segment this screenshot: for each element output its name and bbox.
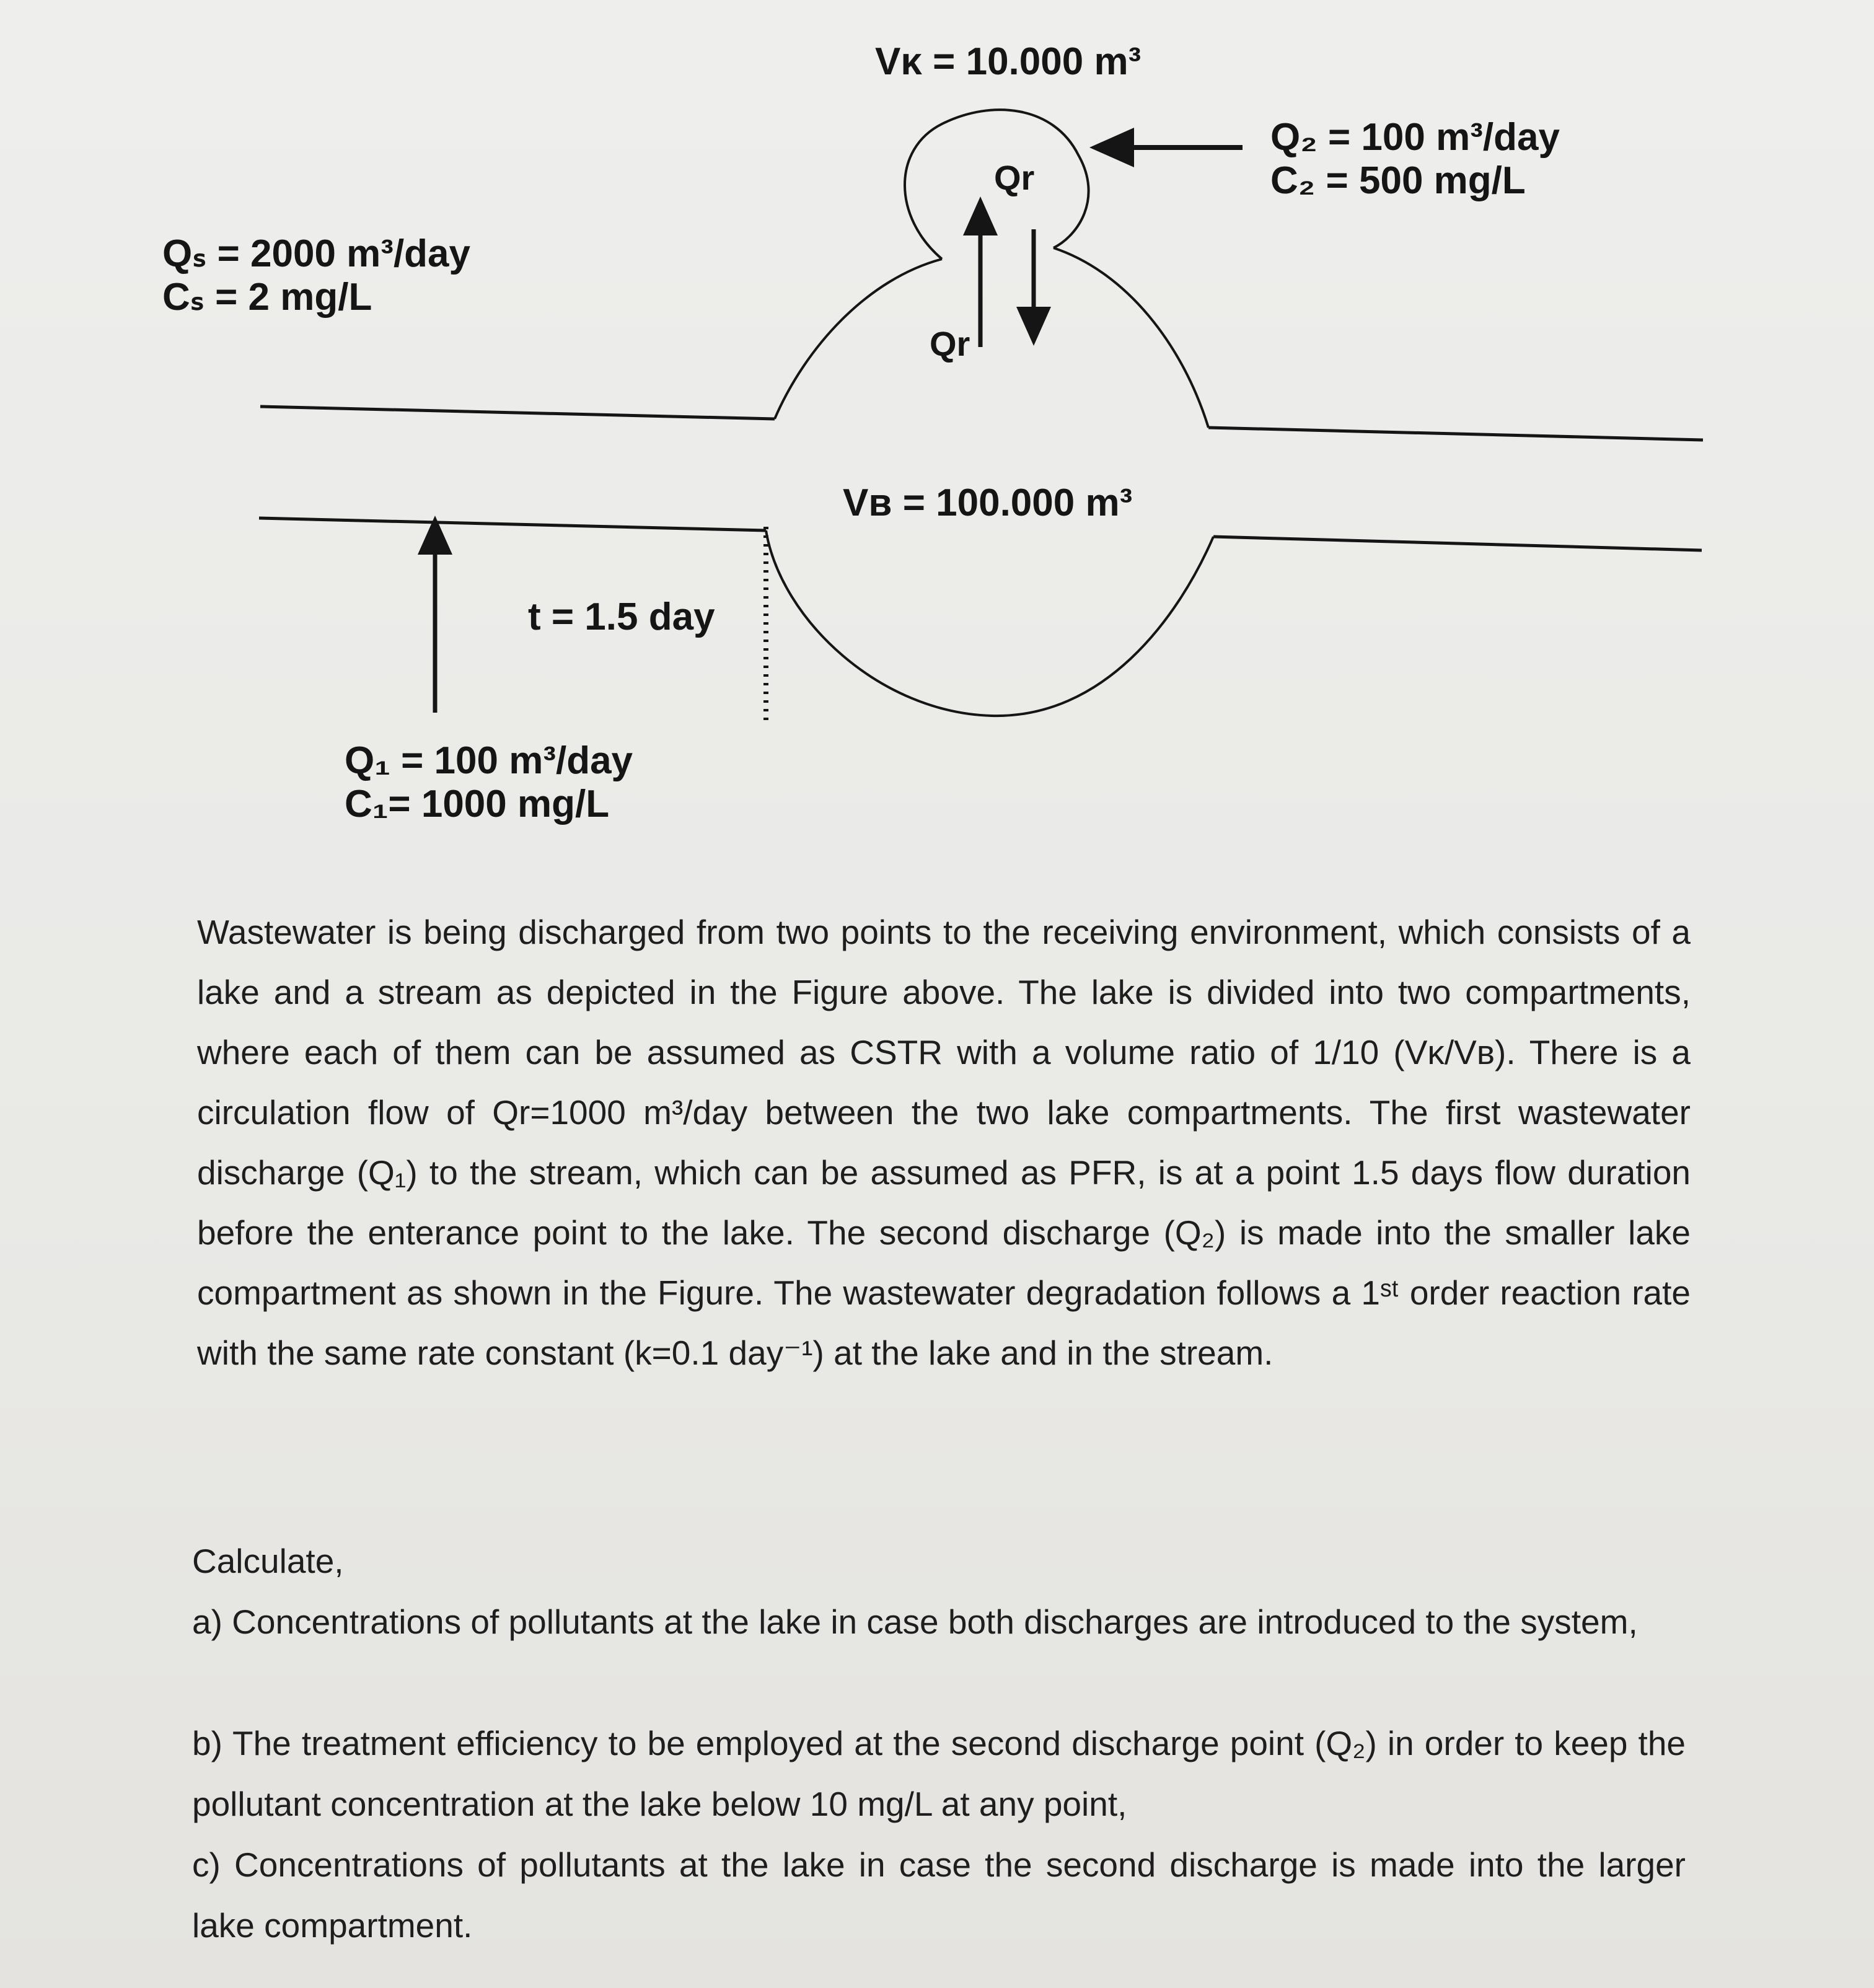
stream-lower-bank-left [259, 518, 766, 530]
q2-flow-label: Q₂ = 100 m³/day [1270, 116, 1560, 159]
task-a: a) Concentrations of pollutants at the lake in case both discharges are introduced to the system, [192, 1603, 1638, 1641]
task-b: b) The treatment efficiency to be employed at the second discharge point (Q₂) in order to keep the pollutant concentration at the lake below 10 mg/L at any point, [192, 1724, 1686, 1823]
qr-upper-label: Qr [994, 158, 1035, 197]
c2-concentration-label: C₂ = 500 mg/L [1270, 159, 1526, 202]
stream-upper-bank-right [1208, 428, 1703, 440]
travel-time-label: t = 1.5 day [528, 596, 715, 638]
large-compartment-lower-outline [766, 530, 1213, 716]
qr-lower-label: Qr [930, 324, 970, 363]
stream-upper-bank-left [260, 407, 775, 419]
vk-volume-label: Vᴋ = 10.000 m³ [875, 40, 1142, 83]
stream-lower-bank-right [1213, 537, 1702, 550]
large-compartment-upper-outline-right [1054, 248, 1208, 428]
q1-flow-label: Q₁ = 100 m³/day [345, 739, 633, 782]
problem-description: Wastewater is being discharged from two points to the receiving environment, which consists of a lake and a stream as depicted in the Figure above. The lake is divided into two compartments, where each of them can be assumed as CSTR with a volume ratio of 1/10 (Vᴋ/Vʙ). There is a circulation flow of Qr=1000 m³/day between the two lake compartments. The first wastewater discharge (Q₁) to the stream, which can be assumed as PFR, is at a point 1.5 days flow duration before the enterance point to the lake. The second discharge (Q₂) is made into the smaller lake compartment as shown in the Figure. The wastewater degradation follows a 1ˢᵗ order reaction rate with the same rate constant (k=0.1 day⁻¹) at the lake and in the stream. [197, 913, 1691, 1372]
calculate-heading: Calculate, [192, 1542, 344, 1580]
task-c: c) Concentrations of pollutants at the lake in case the second discharge is made into the larger lake compartment. [192, 1845, 1686, 1945]
lake-stream-diagram [0, 0, 1874, 868]
qs-flow-label: Qₛ = 2000 m³/day [162, 232, 470, 275]
large-compartment-upper-outline [775, 259, 942, 419]
cs-concentration-label: Cₛ = 2 mg/L [162, 276, 372, 319]
vb-volume-label: Vʙ = 100.000 m³ [843, 482, 1133, 524]
c1-concentration-label: C₁= 1000 mg/L [345, 783, 610, 825]
